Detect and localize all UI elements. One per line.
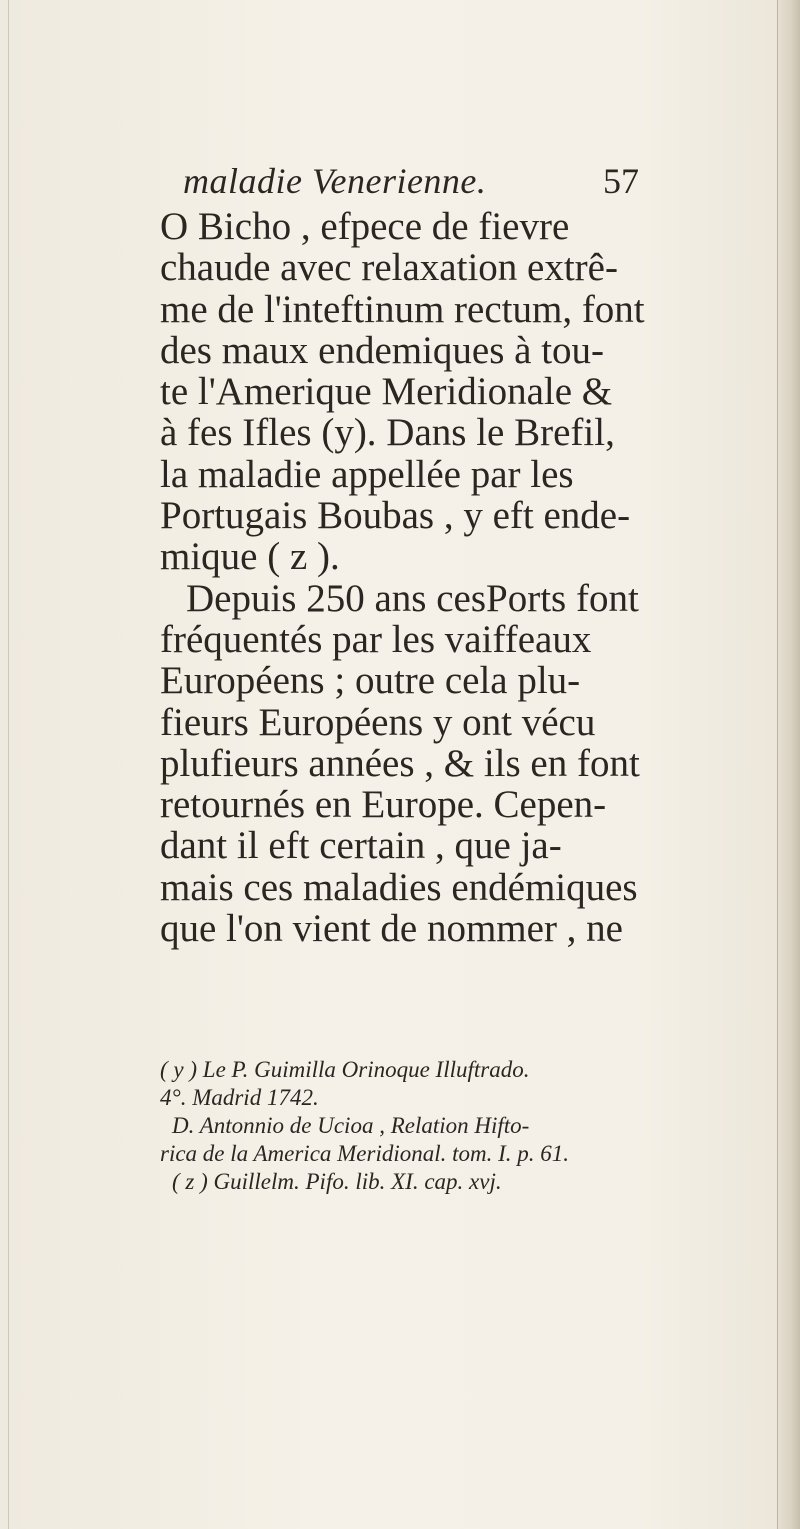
text-line: chaude avec relaxation extrê- [160, 246, 618, 290]
footnote-line: 4°. Madrid 1742. [160, 1085, 319, 1110]
footnote-line: rica de la America Meridional. tom. I. p. 61. [160, 1141, 570, 1166]
text-line: fieurs Européens y ont vécu [160, 700, 596, 744]
footnote-line: ( y ) Le P. Guimilla Orinoque Illuftrado. [160, 1057, 530, 1082]
text-line: des maux endemiques à tou- [160, 328, 605, 372]
text-line: O Bicho , efpece de fievre [160, 205, 570, 248]
text-line: Portugais Boubas , y eft ende- [160, 494, 631, 538]
text-line: Depuis 250 ans cesPorts font [186, 576, 639, 620]
page-margin-line [8, 0, 9, 1529]
footnote-line: ( z ) Guillelm. Pifo. lib. XI. cap. xvj. [172, 1169, 502, 1194]
text-line: plufieurs années , & ils en font [160, 741, 640, 785]
text-line: retournés en Europe. Cepen- [160, 783, 607, 827]
footnotes [160, 1056, 720, 1196]
page-header [183, 160, 683, 200]
text-line: Européens ; outre cela plu- [160, 659, 581, 703]
text-line: mais ces maladies endémiques [160, 865, 638, 909]
page-number: 57 [603, 161, 639, 201]
text-line: te l'Amerique Meridionale & [160, 370, 613, 414]
text-line: à fes Ifles (y). Dans le Brefil, [160, 411, 615, 455]
book-spine-edge [777, 0, 800, 1529]
text-line: dant il eft certain , que ja- [160, 824, 562, 868]
footnote-line: D. Antonnio de Ucioa , Relation Hifto- [172, 1113, 530, 1138]
text-line: que l'on vient de nommer , ne [160, 907, 623, 951]
text-line: fréquentés par les vaiffeaux [160, 617, 592, 661]
text-line: la maladie appellée par les [160, 452, 574, 496]
text-line: mique ( z ). [160, 535, 340, 579]
text-line: me de l'inteftinum rectum, font [160, 287, 645, 331]
running-head: maladie Venerienne. [183, 161, 487, 201]
body-text [160, 206, 720, 949]
